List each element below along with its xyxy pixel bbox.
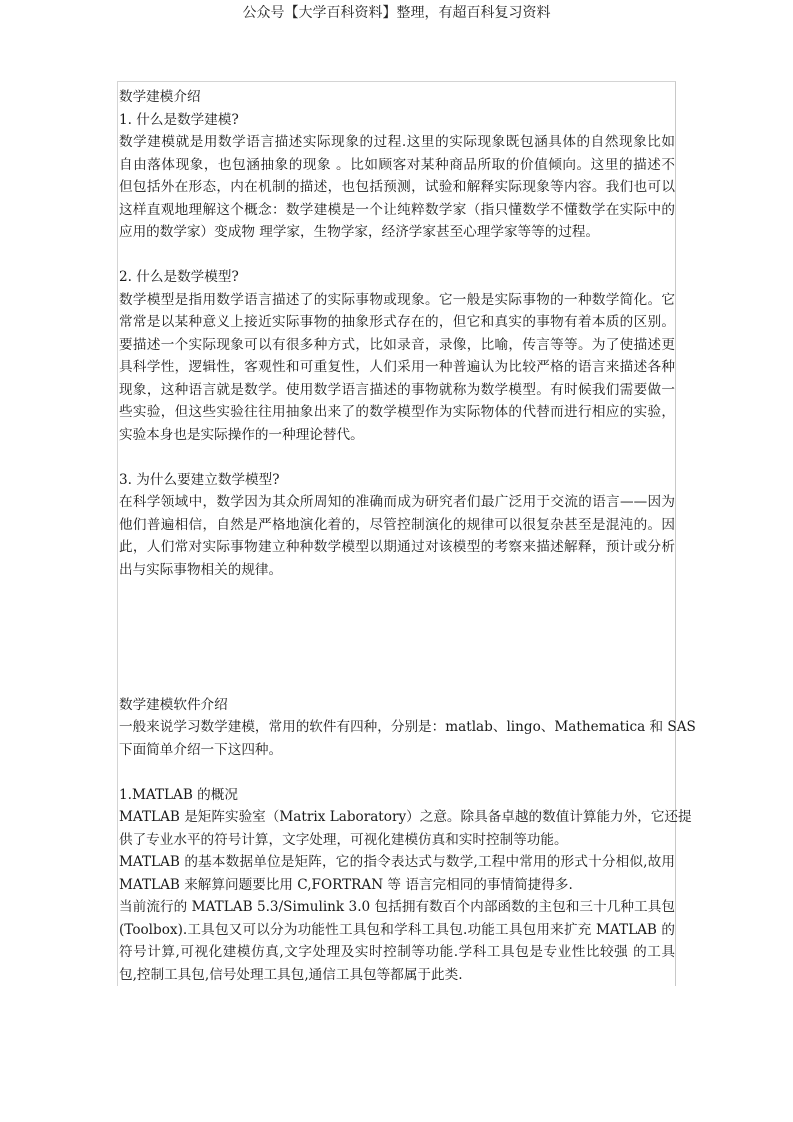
paragraph-line: 此，人们常对实际事物建立种种数学模型以期通过对该模型的考察来描述解释，预计或分析 — [119, 539, 675, 555]
page-header: 公众号【大学百科资料】整理，有超百科复习资料 — [242, 5, 551, 21]
paragraph-line: 一般来说学习数学建模，常用的软件有四种，分别是：matlab、lingo、Mathematica 和 SAS — [119, 719, 696, 735]
paragraph-line: 他们普遍相信，自然是严格地演化着的，尽管控制演化的规律可以很复杂甚至是混沌的。因 — [119, 516, 675, 533]
paragraph-line: 具科学性，逻辑性，客观性和可重复性，人们采用一种普遍认为比较严格的语言来描述各种 — [119, 359, 675, 375]
spacer — [119, 244, 675, 267]
subsection-heading: 1.MATLAB 的概况 — [119, 786, 238, 803]
section-title: 数学建模介绍 — [119, 89, 201, 105]
paragraph-line: 自由落体现象，也包涵抽象的现象 。比如顾客对某种商品所取的价值倾向。这里的描述不 — [119, 156, 675, 173]
document-body — [119, 86, 696, 986]
paragraph-line: 在科学领域中，数学因为其众所周知的准确而成为研究者们最广泛用于交流的语言——因为 — [119, 494, 675, 510]
paragraph-line: 下面简单介绍一下这四种。 — [119, 741, 283, 758]
spacer — [119, 446, 675, 469]
paragraph-line: MATLAB 来解算问题要比用 C,FORTRAN 等 语言完相同的事情简捷得多. — [119, 876, 573, 893]
paragraph-line: 供了专业水平的符号计算，文字处理，可视化建模仿真和实时控制等功能。 — [119, 831, 568, 848]
paragraph-line: 要描述一个实际现象可以有很多种方式，比如录音，录像，比喻，传言等等。为了使描述更 — [119, 336, 675, 353]
paragraph-line: 包,控制工具包,信号处理工具包,通信工具包等都属于此类. — [119, 966, 463, 983]
paragraph-line: 实验本身也是实际操作的一种理论替代。 — [119, 426, 364, 443]
paragraph-line: 符号计算,可视化建模仿真,文字处理及实时控制等功能.学科工具包是专业性比较强 的工具 — [119, 944, 675, 960]
paragraph-line: 出与实际事物相关的规律。 — [119, 561, 283, 578]
paragraph-line: 这样直观地理解这个概念：数学建模是一个让纯粹数学家（指只懂数学不懂数学在实际中的 — [119, 201, 675, 218]
spacer — [119, 761, 675, 784]
paragraph-line: MATLAB 是矩阵实验室（Matrix Laboratory）之意。除具备卓越的数值计算能力外，它还提 — [119, 809, 692, 825]
paragraph-line: 数学建模就是用数学语言描述实际现象的过程.这里的实际现象既包涵具体的自然现象比如 — [119, 134, 675, 150]
paragraph-line: 数学模型是指用数学语言描述了的实际事物或现象。它一般是实际事物的一种数学简化。它 — [119, 291, 675, 308]
paragraph-line: 现象，这种语言就是数学。使用数学语言描述的事物就称为数学模型。有时候我们需要做一 — [119, 381, 675, 398]
paragraph-line: MATLAB 的基本数据单位是矩阵，它的指令表达式与数学,工程中常用的形式十分相似,故用 — [119, 854, 675, 870]
question-heading: 3. 为什么要建立数学模型? — [119, 471, 280, 488]
paragraph-line: (Toolbox).工具包又可以分为功能性工具包和学科工具包.功能工具包用来扩充 MATLAB 的 — [119, 921, 675, 938]
section-title: 数学建模软件介绍 — [119, 696, 228, 713]
paragraph-line: 当前流行的 MATLAB 5.3/Simulink 3.0 包括拥有数百个内部函数的主包和三十几种工具包 — [119, 899, 675, 915]
question-heading: 1. 什么是数学建模? — [119, 111, 239, 128]
paragraph-line: 些实验，但这些实验往往用抽象出来了的数学模型作为实际物体的代替而进行相应的实验， — [119, 404, 675, 420]
paragraph-line: 但包括外在形态，内在机制的描述，也包括预测，试验和解释实际现象等内容。我们也可以 — [119, 179, 675, 195]
paragraph-line: 常常是以某种意义上接近实际事物的抽象形式存在的，但它和真实的事物有着本质的区别。 — [119, 314, 675, 330]
paragraph-line: 应用的数学家）变成物 理学家，生物学家，经济学家甚至心理学家等等的过程。 — [119, 224, 600, 240]
question-heading: 2. 什么是数学模型? — [119, 269, 239, 285]
